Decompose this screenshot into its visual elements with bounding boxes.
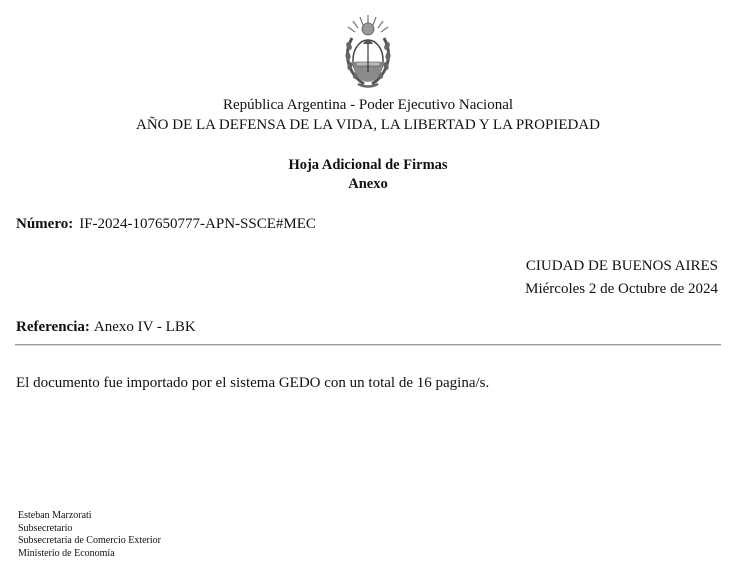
reference-value: Anexo IV - LBK (93, 319, 196, 335)
document-number-label: Número: (16, 216, 74, 232)
document-subtitle: Anexo (348, 176, 388, 192)
signer-name: Esteban Marzorati (18, 510, 92, 521)
government-heading: República Argentina - Poder Ejecutivo Nacional (222, 97, 514, 113)
document-number-row (16, 216, 316, 233)
signer-position: Subsecretario (18, 522, 73, 534)
document-date: Miércoles 2 de Octubre de 2024 (525, 281, 718, 297)
signature-block (18, 510, 161, 560)
document-body-text: El documento fue importado por el sistema GEDO con un total de 16 pagina/s. (16, 375, 490, 391)
signer-office: Subsecretaría de Comercio Exterior (18, 535, 161, 547)
argentina-coat-of-arms-icon (338, 12, 398, 92)
document-number-value: IF-2024-107650777-APN-SSCE#MEC (79, 216, 316, 232)
document-title: Hoja Adicional de Firmas (288, 157, 448, 173)
reference-row (16, 319, 196, 336)
city-name: CIUDAD DE BUENOS AIRES (525, 258, 718, 274)
year-motto: AÑO DE LA DEFENSA DE LA VIDA, LA LIBERTAD Y LA PROPIEDAD (135, 117, 600, 133)
signer-ministry: Ministerio de Economía (18, 547, 115, 559)
reference-label: Referencia: (16, 319, 90, 335)
horizontal-divider (15, 344, 721, 346)
